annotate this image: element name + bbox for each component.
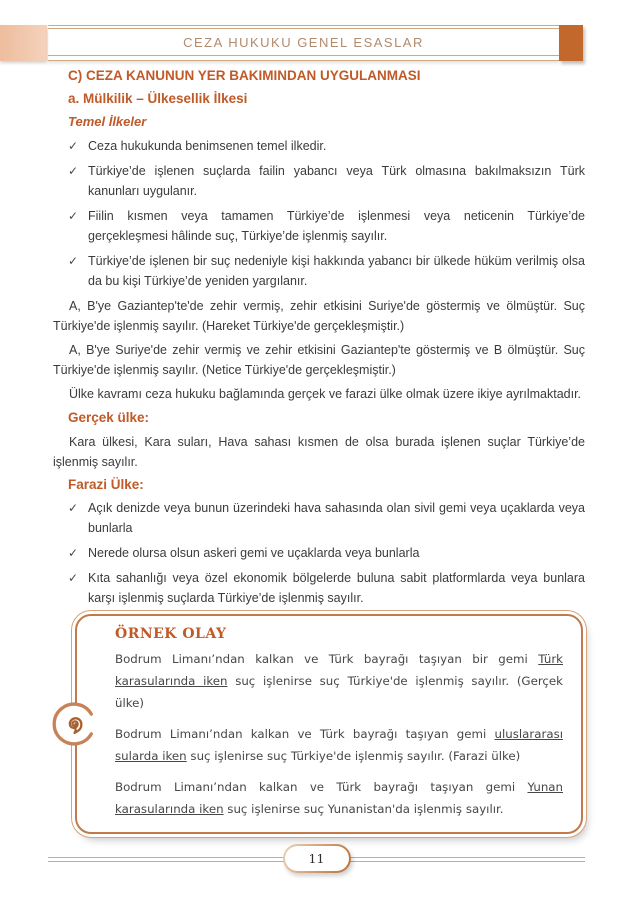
check-icon: ✓ (68, 501, 79, 515)
gercek-ulke-heading: Gerçek ülke: (68, 410, 150, 425)
example-paragraph (115, 723, 563, 767)
check-icon: ✓ (68, 546, 79, 560)
example-text: suç işlenirse suç Yunanistan'da işlenmiş sayılır. (223, 802, 504, 816)
list-item-text: Türkiye’de işlenen bir suç nedeniyle kişi hakkında yabancı bir ülkede hüküm verilmiş olsa da bu kişi Türkiye’de yeniden yargılanır. (88, 254, 585, 288)
case-paragraph: Ülke kavramı ceza hukuku bağlamında gerçek ve farazi ülke olmak üzere ikiye ayrılmaktadır. (69, 387, 582, 401)
check-icon: ✓ (68, 254, 79, 268)
example-text: suç işlenirse suç Türkiye'de işlenmiş sayılır. (Gerçek ülke) (115, 674, 563, 710)
example-case-box (75, 614, 583, 834)
list-item (53, 161, 585, 201)
list-item (53, 206, 585, 246)
list-item (53, 251, 585, 291)
page-number: 11 (308, 851, 325, 866)
list-item (53, 498, 585, 538)
list-item (53, 136, 585, 156)
case-paragraph: A, B'ye Gaziantep'te'de zehir vermiş, zehir etkisini Suriye'de göstermiş ve ölmüştür. Suç Türkiye'de işlenmiş sayılır. (Hareket Türkiye'de gerçekleşmiştir.) (53, 299, 585, 333)
list-item (53, 568, 585, 608)
header-pink-bar (0, 25, 47, 61)
list-item-text: Açık denizde veya bunun üzerindeki hava sahasında olan sivil gemi veya uçaklarda veya bunlarla (88, 501, 585, 535)
spiral-stamp-icon (51, 701, 97, 747)
example-underlined-text: Türk karasularında iken (115, 652, 563, 688)
case-paragraph: A, B'ye Suriye'de zehir vermiş ve zehir etkisini Gaziantep'te göstermiş ve B ölmüştür. Suç Türkiye'de işlenmiş sayılır. (Netice Türkiye'de gerçekleşmiştir.) (53, 343, 585, 377)
list-item-text: Ceza hukukunda benimsenen temel ilkedir. (88, 139, 327, 153)
example-text: suç işlenirse suç Türkiye'de işlenmiş sayılır. (Farazi ülke) (186, 749, 521, 763)
check-icon: ✓ (68, 139, 79, 153)
list-item (53, 543, 585, 563)
list-item-text: Fiilin kısmen veya tamamen Türkiye’de işlenmesi veya neticenin Türkiye’de gerçekleşmesi hâlinde suç, Türkiye’de işlenmiş sayılır. (88, 209, 585, 243)
header-accent-square (559, 25, 583, 61)
section-label: Temel İlkeler (68, 114, 147, 129)
gercek-ulke-text: Kara ülkesi, Kara suları, Hava sahası kısmen de olsa burada işlenen suçlar Türkiye’de işlenmiş sayılır. (53, 435, 585, 469)
example-underlined-text: Yunan karasularında iken (115, 780, 563, 816)
farazi-ulke-heading: Farazi Ülke: (68, 477, 144, 492)
check-icon: ✓ (68, 209, 79, 223)
example-paragraph (115, 776, 563, 820)
example-text: Bodrum Limanı’ndan kalkan ve Türk bayrağı taşıyan bir gemi (115, 652, 539, 666)
page-header-title: CEZA HUKUKU GENEL ESASLAR (48, 28, 559, 56)
check-icon: ✓ (68, 164, 79, 178)
page-number-badge (283, 844, 351, 873)
example-underlined-text: uluslararası sularda iken (115, 727, 563, 763)
section-subtitle: a. Mülkilik – Ülkesellik İlkesi (68, 91, 248, 106)
list-item-text: Kıta sahanlığı veya özel ekonomik bölgelerde buluna sabit platformlarda veya bunlara karşı işlenmiş suçlarda Türkiye’de işlenmiş sayılır. (88, 571, 585, 605)
list-item-text: Türkiye’de işlenen suçlarda failin yabancı veya Türk olmasına bakılmaksızın Türk kanunları uygulanır. (88, 164, 585, 198)
check-icon: ✓ (68, 571, 79, 585)
example-text: Bodrum Limanı’ndan kalkan ve Türk bayrağı taşıyan gemi (115, 727, 495, 741)
example-box-title: ÖRNEK OLAY (115, 626, 227, 642)
section-title: C) CEZA KANUNUN YER BAKIMINDAN UYGULANMASI (68, 68, 421, 83)
list-item-text: Nerede olursa olsun askeri gemi ve uçaklarda veya bunlarla (88, 546, 420, 560)
page-content (53, 66, 585, 834)
page-header (48, 25, 559, 61)
example-text: Bodrum Limanı’ndan kalkan ve Türk bayrağı taşıyan gemi (115, 780, 528, 794)
example-paragraph (115, 648, 563, 714)
